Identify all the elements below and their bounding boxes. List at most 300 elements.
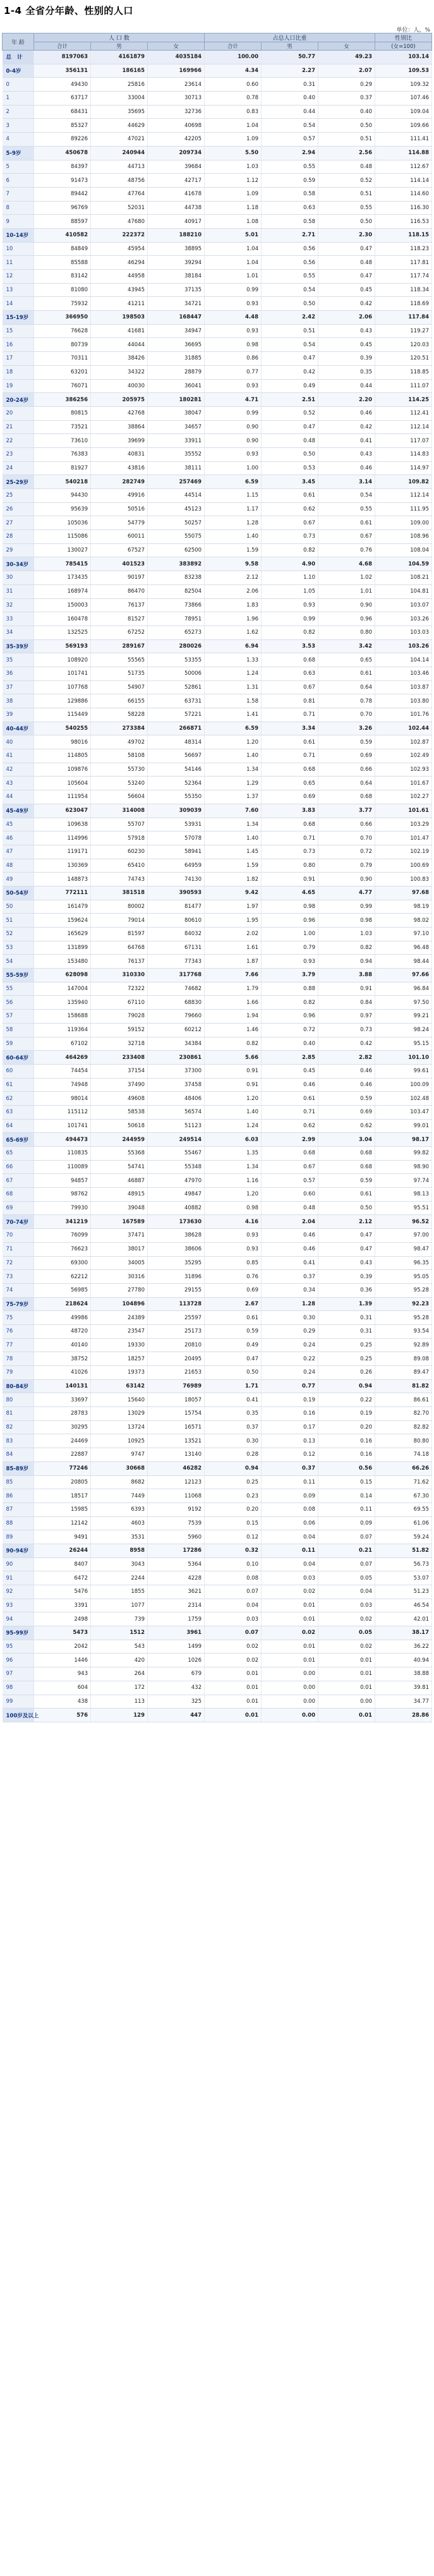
cell-share-female: 0.79 [318, 859, 375, 873]
cell-pop-total: 81927 [34, 461, 91, 475]
cell-share-female: 0.04 [318, 1585, 375, 1599]
cell-sex-ratio: 118.69 [375, 297, 432, 311]
header-sex-ratio: 性别比 [375, 33, 432, 42]
table-row [3, 1023, 432, 1037]
cell-share-male: 2.94 [262, 146, 318, 160]
cell-pop-female: 37300 [148, 1064, 205, 1078]
cell-share-total: 0.99 [205, 283, 262, 297]
cell-pop-male: 18257 [91, 1352, 148, 1366]
cell-pop-female: 58941 [148, 845, 205, 859]
cell-pop-female: 169966 [148, 64, 205, 78]
cell-age: 60 [3, 1064, 34, 1078]
table-row [3, 626, 432, 639]
table-row [3, 119, 432, 133]
cell-pop-female: 81477 [148, 900, 205, 914]
cell-pop-female: 12123 [148, 1475, 205, 1489]
cell-share-female: 0.02 [318, 1612, 375, 1626]
cell-pop-total: 386256 [34, 393, 91, 407]
cell-pop-total: 48720 [34, 1324, 91, 1338]
cell-pop-total: 131899 [34, 941, 91, 955]
cell-pop-male: 25816 [91, 78, 148, 92]
cell-sex-ratio: 112.67 [375, 160, 432, 174]
cell-sex-ratio: 104.59 [375, 557, 432, 571]
cell-pop-male: 39048 [91, 1201, 148, 1215]
cell-share-male: 2.27 [262, 64, 318, 78]
cell-pop-female: 309039 [148, 804, 205, 818]
cell-sex-ratio: 96.48 [375, 941, 432, 955]
cell-age: 94 [3, 1612, 34, 1626]
cell-share-total: 7.60 [205, 804, 262, 818]
cell-pop-male: 222372 [91, 228, 148, 242]
cell-share-male: 0.77 [262, 1379, 318, 1393]
cell-pop-total: 56985 [34, 1283, 91, 1297]
cell-pop-male: 23547 [91, 1324, 148, 1338]
cell-pop-female: 46282 [148, 1461, 205, 1475]
cell-pop-female: 20495 [148, 1352, 205, 1366]
cell-pop-male: 47680 [91, 215, 148, 229]
cell-pop-female: 50257 [148, 516, 205, 530]
table-row [3, 242, 432, 256]
cell-share-total: 1.87 [205, 955, 262, 969]
cell-sex-ratio: 103.46 [375, 667, 432, 680]
cell-pop-female: 173630 [148, 1215, 205, 1229]
cell-pop-total: 109876 [34, 763, 91, 777]
cell-share-male: 0.96 [262, 1010, 318, 1024]
table-row [3, 283, 432, 297]
cell-share-total: 4.48 [205, 311, 262, 325]
cell-pop-female: 5364 [148, 1557, 205, 1571]
cell-sex-ratio: 118.85 [375, 365, 432, 379]
table-body [3, 51, 432, 1722]
cell-pop-total: 165629 [34, 928, 91, 941]
cell-sex-ratio: 101.10 [375, 1051, 432, 1065]
cell-pop-male: 52031 [91, 201, 148, 215]
cell-share-total: 7.66 [205, 969, 262, 983]
cell-share-male: 0.52 [262, 406, 318, 420]
cell-share-total: 6.03 [205, 1133, 262, 1147]
cell-pop-male: 6393 [91, 1503, 148, 1516]
cell-pop-female: 35295 [148, 1256, 205, 1270]
cell-share-male: 0.37 [262, 1270, 318, 1284]
cell-age: 25-29岁 [3, 475, 34, 489]
table-row [3, 1010, 432, 1024]
cell-pop-male: 244959 [91, 1133, 148, 1147]
cell-pop-male: 49702 [91, 735, 148, 749]
cell-share-total: 1.29 [205, 777, 262, 790]
cell-pop-male: 240944 [91, 146, 148, 160]
age-group-row [3, 1461, 432, 1475]
cell-age: 18 [3, 365, 34, 379]
cell-share-female: 0.48 [318, 256, 375, 270]
cell-pop-male: 54907 [91, 680, 148, 694]
cell-share-male: 0.00 [262, 1708, 318, 1722]
cell-pop-female: 16571 [148, 1420, 205, 1434]
cell-sex-ratio: 114.83 [375, 447, 432, 461]
cell-pop-female: 37135 [148, 283, 205, 297]
cell-age: 52 [3, 928, 34, 941]
cell-age: 48 [3, 859, 34, 873]
cell-share-total: 0.59 [205, 1324, 262, 1338]
cell-share-female: 0.54 [318, 489, 375, 503]
cell-pop-total: 94857 [34, 1174, 91, 1188]
cell-pop-male: 51735 [91, 667, 148, 680]
cell-pop-female: 3621 [148, 1585, 205, 1599]
cell-share-total: 2.02 [205, 928, 262, 941]
cell-share-female: 1.02 [318, 571, 375, 585]
cell-age: 5 [3, 160, 34, 174]
table-row [3, 447, 432, 461]
cell-share-female: 0.61 [318, 516, 375, 530]
table-row [3, 530, 432, 544]
cell-share-male: 0.30 [262, 1311, 318, 1325]
cell-share-male: 0.93 [262, 598, 318, 612]
cell-pop-total: 129886 [34, 694, 91, 708]
cell-share-total: 1.96 [205, 612, 262, 626]
cell-share-female: 3.14 [318, 475, 375, 489]
cell-share-total: 0.12 [205, 1530, 262, 1544]
table-row [3, 1037, 432, 1051]
cell-sex-ratio: 103.07 [375, 598, 432, 612]
cell-share-total: 1.09 [205, 187, 262, 201]
cell-age: 35-39岁 [3, 639, 34, 653]
table-row [3, 831, 432, 845]
cell-share-total: 1.08 [205, 215, 262, 229]
cell-age: 42 [3, 763, 34, 777]
cell-share-female: 0.90 [318, 873, 375, 886]
cell-share-total: 100.00 [205, 51, 262, 64]
cell-age: 50-54岁 [3, 886, 34, 900]
cell-sex-ratio: 98.47 [375, 1242, 432, 1256]
cell-share-female: 0.42 [318, 1037, 375, 1051]
table-row [3, 982, 432, 996]
table-row [3, 78, 432, 92]
table-row [3, 571, 432, 585]
cell-sex-ratio: 98.17 [375, 1133, 432, 1147]
cell-pop-female: 41678 [148, 187, 205, 201]
cell-sex-ratio: 99.01 [375, 1119, 432, 1133]
cell-share-total: 5.01 [205, 228, 262, 242]
cell-share-total: 1.01 [205, 270, 262, 284]
cell-share-male: 0.96 [262, 914, 318, 928]
cell-share-female: 0.90 [318, 598, 375, 612]
cell-pop-total: 98016 [34, 735, 91, 749]
cell-pop-male: 310330 [91, 969, 148, 983]
cell-pop-female: 2314 [148, 1599, 205, 1612]
cell-share-male: 3.83 [262, 804, 318, 818]
cell-share-total: 1.33 [205, 653, 262, 667]
cell-share-female: 2.12 [318, 1215, 375, 1229]
table-row [3, 1078, 432, 1092]
cell-pop-total: 3391 [34, 1599, 91, 1612]
cell-pop-total: 1446 [34, 1654, 91, 1667]
cell-pop-total: 49430 [34, 78, 91, 92]
cell-pop-male: 54779 [91, 516, 148, 530]
table-row [3, 1530, 432, 1544]
header-share-male: 男 [262, 42, 318, 51]
cell-share-female: 0.14 [318, 1489, 375, 1503]
cell-pop-male: 55368 [91, 1147, 148, 1161]
cell-pop-female: 325 [148, 1695, 205, 1708]
cell-share-female: 0.98 [318, 914, 375, 928]
cell-share-total: 0.98 [205, 1201, 262, 1215]
cell-age: 73 [3, 1270, 34, 1284]
cell-share-total: 0.08 [205, 1571, 262, 1585]
table-row [3, 790, 432, 804]
cell-share-total: 9.42 [205, 886, 262, 900]
cell-age: 20-24岁 [3, 393, 34, 407]
cell-share-total: 1.04 [205, 242, 262, 256]
cell-share-total: 0.76 [205, 1270, 262, 1284]
age-group-row [3, 969, 432, 983]
cell-pop-female: 257469 [148, 475, 205, 489]
cell-sex-ratio: 114.97 [375, 461, 432, 475]
cell-pop-male: 13029 [91, 1407, 148, 1421]
header-share-female: 女 [318, 42, 375, 51]
cell-pop-total: 8197063 [34, 51, 91, 64]
cell-pop-female: 17286 [148, 1544, 205, 1557]
cell-sex-ratio: 103.29 [375, 818, 432, 831]
cell-share-total: 2.06 [205, 584, 262, 598]
cell-share-male: 0.00 [262, 1667, 318, 1681]
cell-pop-total: 81080 [34, 283, 91, 297]
cell-share-female: 1.03 [318, 928, 375, 941]
table-header [3, 33, 432, 51]
cell-pop-male: 38426 [91, 352, 148, 366]
table-row [3, 914, 432, 928]
cell-pop-male: 282749 [91, 475, 148, 489]
cell-pop-female: 31885 [148, 352, 205, 366]
cell-sex-ratio: 102.87 [375, 735, 432, 749]
table-row [3, 406, 432, 420]
cell-pop-male: 58108 [91, 749, 148, 763]
cell-share-female: 0.80 [318, 626, 375, 639]
cell-pop-male: 55707 [91, 818, 148, 831]
table-row [3, 256, 432, 270]
cell-share-total: 0.03 [205, 1612, 262, 1626]
cell-share-female: 0.65 [318, 653, 375, 667]
table-row [3, 873, 432, 886]
cell-share-female: 0.91 [318, 982, 375, 996]
table-row [3, 201, 432, 215]
cell-sex-ratio: 95.51 [375, 1201, 432, 1215]
cell-age: 51 [3, 914, 34, 928]
cell-share-female: 0.67 [318, 530, 375, 544]
cell-share-male: 0.11 [262, 1475, 318, 1489]
cell-age: 69 [3, 1201, 34, 1215]
cell-sex-ratio: 120.51 [375, 352, 432, 366]
cell-share-total: 0.77 [205, 365, 262, 379]
cell-share-total: 0.01 [205, 1708, 262, 1722]
cell-share-male: 0.44 [262, 105, 318, 119]
cell-pop-female: 39684 [148, 160, 205, 174]
cell-pop-female: 3961 [148, 1626, 205, 1640]
cell-share-male: 0.71 [262, 1105, 318, 1119]
cell-pop-total: 76383 [34, 447, 91, 461]
cell-age: 44 [3, 790, 34, 804]
cell-share-total: 5.66 [205, 1051, 262, 1065]
cell-pop-total: 84849 [34, 242, 91, 256]
cell-age: 56 [3, 996, 34, 1010]
cell-pop-male: 38864 [91, 420, 148, 434]
cell-age: 57 [3, 1010, 34, 1024]
cell-pop-male: 59152 [91, 1023, 148, 1037]
cell-share-male: 0.11 [262, 1544, 318, 1557]
cell-sex-ratio: 101.61 [375, 804, 432, 818]
cell-age: 79 [3, 1366, 34, 1380]
cell-age: 70 [3, 1229, 34, 1243]
cell-pop-female: 38047 [148, 406, 205, 420]
cell-sex-ratio: 109.53 [375, 64, 432, 78]
cell-sex-ratio: 103.26 [375, 612, 432, 626]
cell-pop-male: 19330 [91, 1338, 148, 1352]
cell-age: 33 [3, 612, 34, 626]
cell-share-female: 0.51 [318, 133, 375, 147]
cell-share-male: 0.42 [262, 365, 318, 379]
header-population: 人 口 数 [34, 33, 205, 42]
cell-pop-total: 94430 [34, 489, 91, 503]
cell-share-female: 0.46 [318, 1064, 375, 1078]
cell-share-male: 0.55 [262, 160, 318, 174]
cell-sex-ratio: 92.89 [375, 1338, 432, 1352]
cell-share-total: 1.17 [205, 502, 262, 516]
cell-age: 70-74岁 [3, 1215, 34, 1229]
cell-pop-male: 57918 [91, 831, 148, 845]
cell-pop-male: 7449 [91, 1489, 148, 1503]
cell-share-male: 0.67 [262, 516, 318, 530]
cell-share-total: 0.02 [205, 1640, 262, 1654]
cell-share-total: 1.31 [205, 680, 262, 694]
cell-share-female: 0.66 [318, 763, 375, 777]
cell-sex-ratio: 101.67 [375, 777, 432, 790]
cell-share-female: 0.09 [318, 1516, 375, 1530]
cell-pop-female: 390593 [148, 886, 205, 900]
cell-share-total: 0.20 [205, 1503, 262, 1516]
cell-age: 80 [3, 1393, 34, 1407]
cell-sex-ratio: 114.25 [375, 393, 432, 407]
table-row [3, 1571, 432, 1585]
cell-age: 41 [3, 749, 34, 763]
cell-share-female: 0.20 [318, 1420, 375, 1434]
cell-share-male: 0.34 [262, 1283, 318, 1297]
cell-age: 67 [3, 1174, 34, 1188]
cell-share-total: 1.04 [205, 119, 262, 133]
cell-pop-female: 383892 [148, 557, 205, 571]
cell-share-male: 0.71 [262, 831, 318, 845]
cell-share-female: 0.96 [318, 612, 375, 626]
cell-pop-female: 57221 [148, 708, 205, 722]
cell-age: 95 [3, 1640, 34, 1654]
cell-pop-female: 74130 [148, 873, 205, 886]
cell-share-total: 0.04 [205, 1599, 262, 1612]
cell-share-total: 1.61 [205, 941, 262, 955]
table-row [3, 434, 432, 448]
cell-pop-male: 65410 [91, 859, 148, 873]
cell-sex-ratio: 117.84 [375, 311, 432, 325]
table-row [3, 1407, 432, 1421]
cell-pop-male: 19373 [91, 1366, 148, 1380]
cell-pop-female: 230861 [148, 1051, 205, 1065]
cell-pop-male: 172 [91, 1681, 148, 1695]
cell-pop-female: 38111 [148, 461, 205, 475]
cell-share-female: 0.82 [318, 941, 375, 955]
cell-age: 4 [3, 133, 34, 147]
cell-pop-female: 113728 [148, 1297, 205, 1311]
table-row [3, 1557, 432, 1571]
cell-share-total: 1.40 [205, 831, 262, 845]
cell-age: 30-34岁 [3, 557, 34, 571]
cell-pop-total: 464269 [34, 1051, 91, 1065]
cell-share-total: 1.16 [205, 1174, 262, 1188]
cell-age: 84 [3, 1448, 34, 1462]
cell-share-total: 4.34 [205, 64, 262, 78]
cell-pop-male: 45954 [91, 242, 148, 256]
cell-pop-female: 38606 [148, 1242, 205, 1256]
cell-pop-total: 8407 [34, 1557, 91, 1571]
table-row [3, 1229, 432, 1243]
cell-share-female: 0.44 [318, 379, 375, 393]
cell-pop-male: 79014 [91, 914, 148, 928]
cell-share-total: 1.40 [205, 1105, 262, 1119]
cell-pop-female: 77343 [148, 955, 205, 969]
cell-sex-ratio: 82.70 [375, 1407, 432, 1421]
cell-age: 32 [3, 598, 34, 612]
cell-pop-male: 90197 [91, 571, 148, 585]
cell-share-total: 0.07 [205, 1626, 262, 1640]
cell-pop-female: 62500 [148, 543, 205, 557]
cell-share-female: 0.97 [318, 1010, 375, 1024]
cell-share-male: 0.58 [262, 215, 318, 229]
cell-pop-total: 101741 [34, 1119, 91, 1133]
cell-pop-total: 366950 [34, 311, 91, 325]
cell-age: 71 [3, 1242, 34, 1256]
cell-pop-male: 86470 [91, 584, 148, 598]
cell-share-total: 1.40 [205, 530, 262, 544]
cell-pop-total: 18517 [34, 1489, 91, 1503]
cell-share-male: 0.73 [262, 845, 318, 859]
cell-pop-male: 381518 [91, 886, 148, 900]
cell-share-male: 0.57 [262, 133, 318, 147]
cell-pop-male: 3043 [91, 1557, 148, 1571]
header-sex-ratio-sub: (女=100) [375, 42, 432, 51]
cell-share-total: 1.41 [205, 708, 262, 722]
cell-share-female: 3.26 [318, 722, 375, 735]
cell-sex-ratio: 103.87 [375, 680, 432, 694]
cell-share-female: 0.05 [318, 1626, 375, 1640]
cell-share-male: 0.65 [262, 777, 318, 790]
cell-age: 68 [3, 1188, 34, 1202]
cell-pop-female: 60212 [148, 1023, 205, 1037]
cell-share-female: 0.50 [318, 119, 375, 133]
cell-pop-female: 37458 [148, 1078, 205, 1092]
table-row [3, 680, 432, 694]
cell-pop-female: 63731 [148, 694, 205, 708]
table-row [3, 1119, 432, 1133]
age-group-row [3, 1297, 432, 1311]
cell-pop-total: 110089 [34, 1160, 91, 1174]
cell-pop-male: 401523 [91, 557, 148, 571]
cell-pop-total: 105604 [34, 777, 91, 790]
table-row [3, 1174, 432, 1188]
cell-share-male: 0.50 [262, 297, 318, 311]
cell-share-total: 0.01 [205, 1667, 262, 1681]
cell-share-total: 2.12 [205, 571, 262, 585]
cell-sex-ratio: 92.23 [375, 1297, 432, 1311]
cell-share-male: 2.71 [262, 228, 318, 242]
cell-sex-ratio: 99.21 [375, 1010, 432, 1024]
cell-age: 5-9岁 [3, 146, 34, 160]
cell-share-total: 0.91 [205, 1064, 262, 1078]
cell-age: 23 [3, 447, 34, 461]
